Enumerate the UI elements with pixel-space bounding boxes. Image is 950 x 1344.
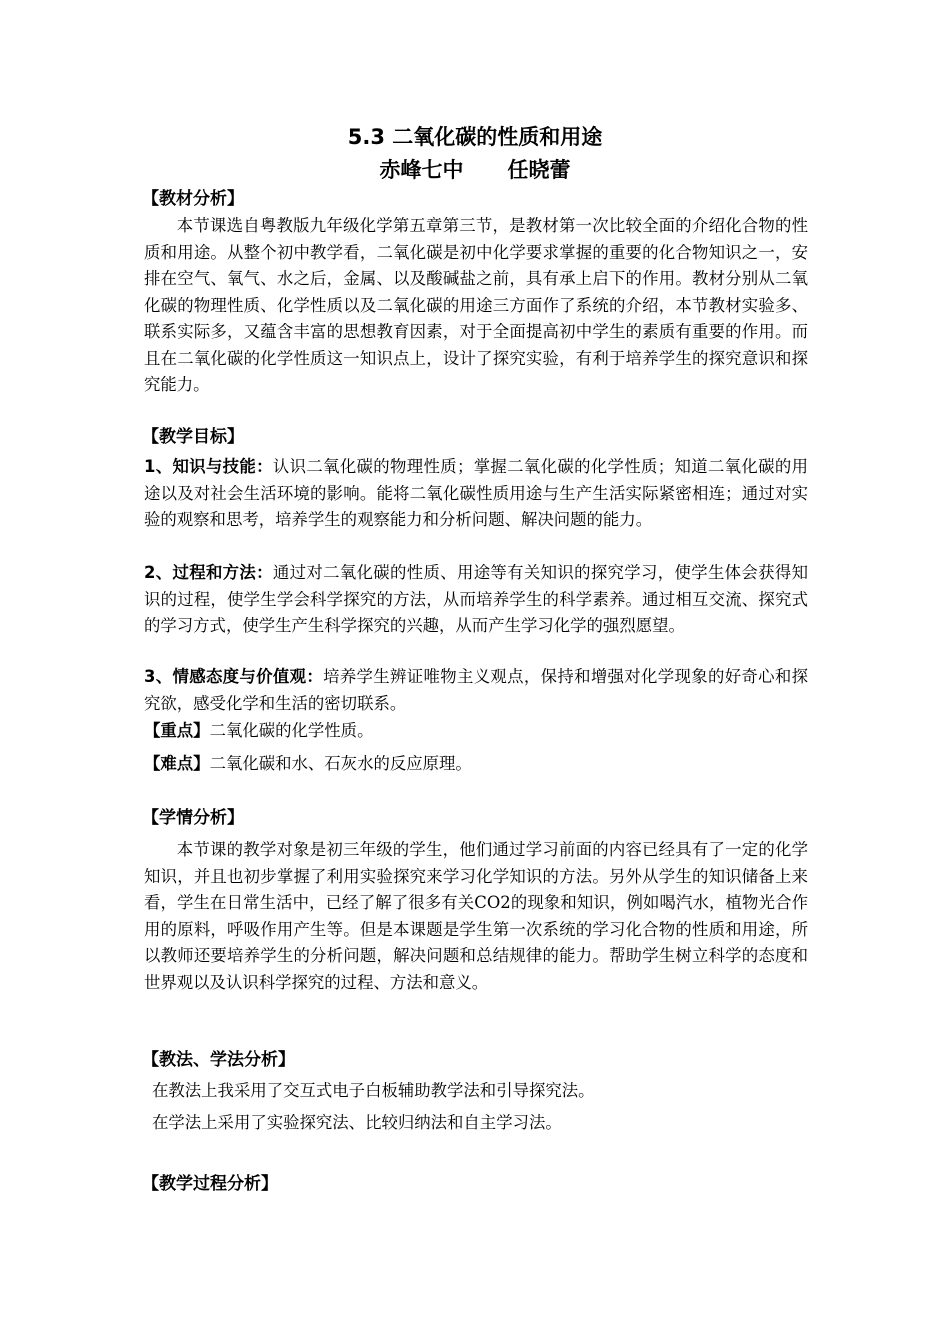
difficulty-point [144, 751, 808, 778]
difficulty-tag: 【难点】 [144, 754, 210, 773]
goal-item-process [144, 560, 808, 640]
learning-method-line: 在学法上采用了实验探究法、比较归纳法和自主学习法。 [152, 1113, 562, 1132]
goal-item-attitude [144, 664, 808, 717]
goal-item-lead: 3、情感态度与价值观： [144, 667, 324, 686]
difficulty-text: 二氧化碳和水、石灰水的反应原理。 [209, 754, 472, 773]
teaching-method-line: 在教法上我采用了交互式电子白板辅助教学法和引导探究法。 [152, 1081, 595, 1100]
key-point-tag: 【重点】 [144, 721, 210, 740]
material-analysis-body: 本节课选自粤教版九年级化学第五章第三节，是教材第一次比较全面的介绍化合物的性质和用途。从整个初中教学看，二氧化碳是初中化学要求掌握的重要的化合物知识之一，安排在空气、氧气、水之后，金属、以及酸碱盐之前，具有承上启下的作用。教材分别从二氧化碳的物理性质、化学性质以及二氧化碳的用途三方面作了系统的介绍，本节教材实验多、联系实际多，又蕴含丰富的思想教育因素，对于全面提高初中学生的素质有重要的作用。而且在二氧化碳的化学性质这一知识点上，设计了探究实验，有利于培养学生的探究意识和探究能力。 [144, 216, 808, 394]
heading-student-analysis: 【学情分析】 [142, 808, 244, 828]
student-analysis-body: 本节课的教学对象是初三年级的学生，他们通过学习前面的内容已经具有了一定的化学知识，并且也初步掌握了利用实验探究来学习化学知识的方法。另外从学生的知识储备上来看，学生在日常生活中，已经了解了很多有关CO2的现象和知识，例如喝汽水，植物光合作用的原料，呼吸作用产生等。但是本课题是学生第一次系统的学习化合物的性质和用途，所以教师还要培养学生的分析问题，解决问题和总结规律的能力。帮助学生树立科学的态度和世界观以及认识科学探究的过程、方法和意义。 [144, 840, 808, 992]
goal-item-lead: 2、过程和方法： [144, 563, 273, 582]
goal-item-lead: 1、知识与技能： [144, 457, 273, 476]
heading-teaching-goals: 【教学目标】 [142, 427, 244, 447]
key-point-text: 二氧化碳的化学性质。 [209, 721, 374, 740]
author-name: 任晓蕾 [507, 158, 571, 182]
goal-item-text: 认识二氧化碳的物理性质；掌握二氧化碳的化学性质；知道二氧化碳的用途以及对社会生活环境的影响。能将二氧化碳性质用途与生产生活实际紧密相连；通过对实验的观察和思考，培养学生的观察能力和分析问题、解决问题的能力。 [144, 457, 809, 529]
key-point [144, 718, 808, 745]
heading-process-analysis: 【教学过程分析】 [142, 1174, 278, 1194]
goal-item-knowledge [144, 454, 808, 534]
document-title: 5.3 二氧化碳的性质和用途 [347, 125, 603, 149]
heading-material-analysis: 【教材分析】 [142, 189, 244, 209]
goal-item-text: 通过对二氧化碳的性质、用途等有关知识的探究学习，使学生体会获得知识的过程，使学生学会科学探究的方法，从而培养学生的科学素养。通过相互交流、探究式的学习方式，使学生产生科学探究的兴趣，从而产生学习化学的强烈愿望。 [144, 563, 809, 635]
goal-item-text: 培养学生辨证唯物主义观点，保持和增强对化学现象的好奇心和探究欲，感受化学和生活的密切联系。 [144, 667, 809, 713]
author-line [0, 155, 950, 185]
school-name: 赤峰七中 [379, 158, 464, 182]
heading-method-analysis: 【教法、学法分析】 [142, 1050, 295, 1070]
